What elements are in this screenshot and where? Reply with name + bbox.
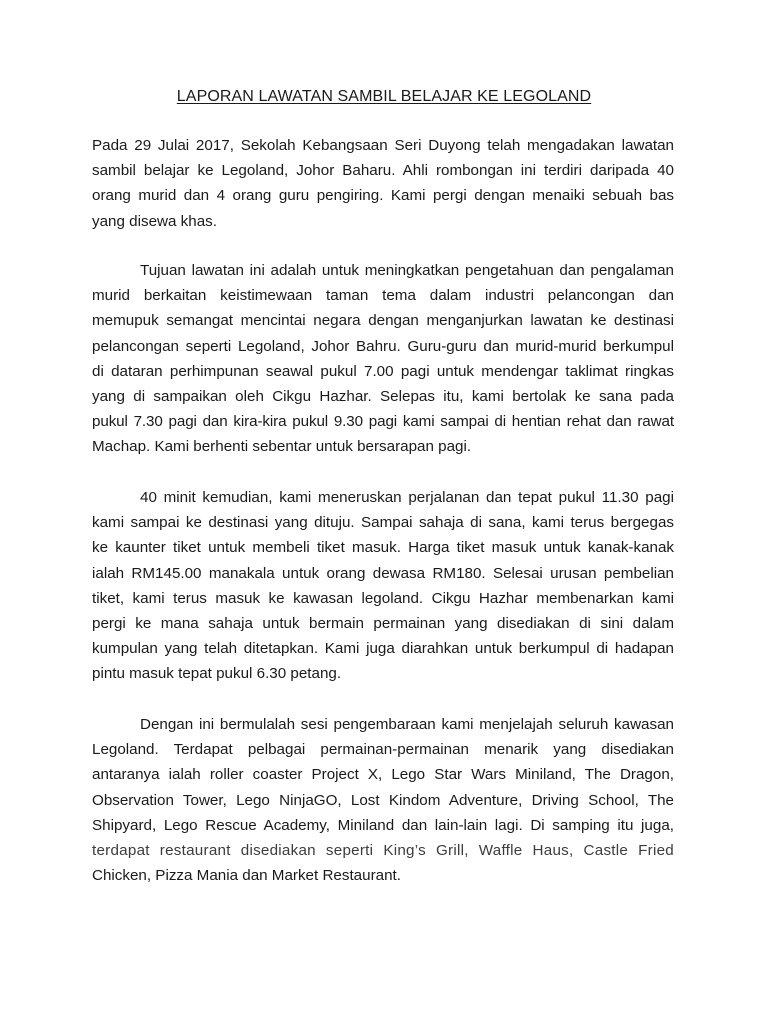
text-line: pukul 7.30 pagi dan kira-kira pukul 9.30 pagi kami sampai di hentian rehat dan rawat bbox=[92, 413, 674, 431]
text-line: murid berkaitan keistimewaan taman tema dalam industri pelancongan dan bbox=[92, 287, 674, 305]
paragraph-4 bbox=[92, 712, 674, 888]
text-line: memupuk semangat mencintai negara dengan menganjurkan lawatan ke destinasi bbox=[92, 312, 674, 330]
text-line: sambil belajar ke Legoland, Johor Baharu. Ahli rombongan ini terdiri daripada 40 bbox=[92, 162, 674, 180]
text-line: ialah RM145.00 manakala untuk orang dewasa RM180. Selesai urusan pembelian bbox=[92, 564, 674, 582]
report-title: LAPORAN LAWATAN SAMBIL BELAJAR KE LEGOLAND bbox=[176, 88, 592, 105]
text-line: antaranya ialah roller coaster Project X, Lego Star Wars Miniland, The Dragon, bbox=[92, 766, 674, 784]
text-line: ke kaunter tiket untuk membeli tiket masuk. Harga tiket masuk untuk kanak-kanak bbox=[92, 539, 674, 557]
text-line: terdapat restaurant disediakan seperti King’s Grill, Waffle Haus, Castle Fried bbox=[92, 841, 674, 859]
text-line: Shipyard, Lego Rescue Academy, Miniland dan lain-lain lagi. Di samping itu juga, bbox=[92, 816, 674, 834]
text-line: Legoland. Terdapat pelbagai permainan-permainan menarik yang disediakan bbox=[92, 741, 674, 759]
text-line: di dataran perhimpunan seawal pukul 7.00 pagi untuk mendengar taklimat ringkas bbox=[92, 362, 674, 380]
text-line: Pada 29 Julai 2017, Sekolah Kebangsaan Seri Duyong telah mengadakan lawatan bbox=[92, 137, 674, 154]
text-line: tiket, kami terus masuk ke kawasan legoland. Cikgu Hazhar membenarkan kami bbox=[92, 589, 674, 607]
text-line: 40 minit kemudian, kami meneruskan perjalanan dan tepat pukul 11.30 pagi bbox=[140, 489, 674, 506]
text-line: orang murid dan 4 orang guru pengiring. Kami pergi dengan menaiki sebuah bas bbox=[92, 187, 674, 205]
text-line: Machap. Kami berhenti sebentar untuk bersarapan pagi. bbox=[92, 438, 472, 456]
text-line: pelancongan seperti Legoland, Johor Bahru. Guru-guru dan murid-murid berkumpul bbox=[92, 337, 674, 355]
paragraph-2 bbox=[92, 258, 674, 460]
text-line: yang disewa khas. bbox=[92, 212, 217, 230]
text-line: Observation Tower, Lego NinjaGO, Lost Kindom Adventure, Driving School, The bbox=[92, 791, 674, 809]
text-line: Chicken, Pizza Mania dan Market Restaurant. bbox=[92, 867, 401, 885]
text-line: pergi ke mana sahaja untuk bermain permainan yang disediakan di sini dalam bbox=[92, 614, 674, 632]
text-line: Tujuan lawatan ini adalah untuk meningkatkan pengetahuan dan pengalaman bbox=[140, 262, 674, 279]
text-line: kumpulan yang telah ditetapkan. Kami juga diarahkan untuk berkumpul di hadapan bbox=[92, 640, 674, 658]
text-line: Dengan ini bermulalah sesi pengembaraan kami menjelajah seluruh kawasan bbox=[140, 716, 674, 733]
text-line: kami sampai ke destinasi yang dituju. Sampai sahaja di sana, kami terus bergegas bbox=[92, 514, 674, 532]
paragraph-3 bbox=[92, 485, 674, 687]
paragraph-1 bbox=[92, 133, 674, 234]
text-line: pintu masuk tepat pukul 6.30 petang. bbox=[92, 665, 342, 683]
text-line: yang di sampaikan oleh Cikgu Hazhar. Selepas itu, kami bertolak ke sana pada bbox=[92, 387, 674, 405]
